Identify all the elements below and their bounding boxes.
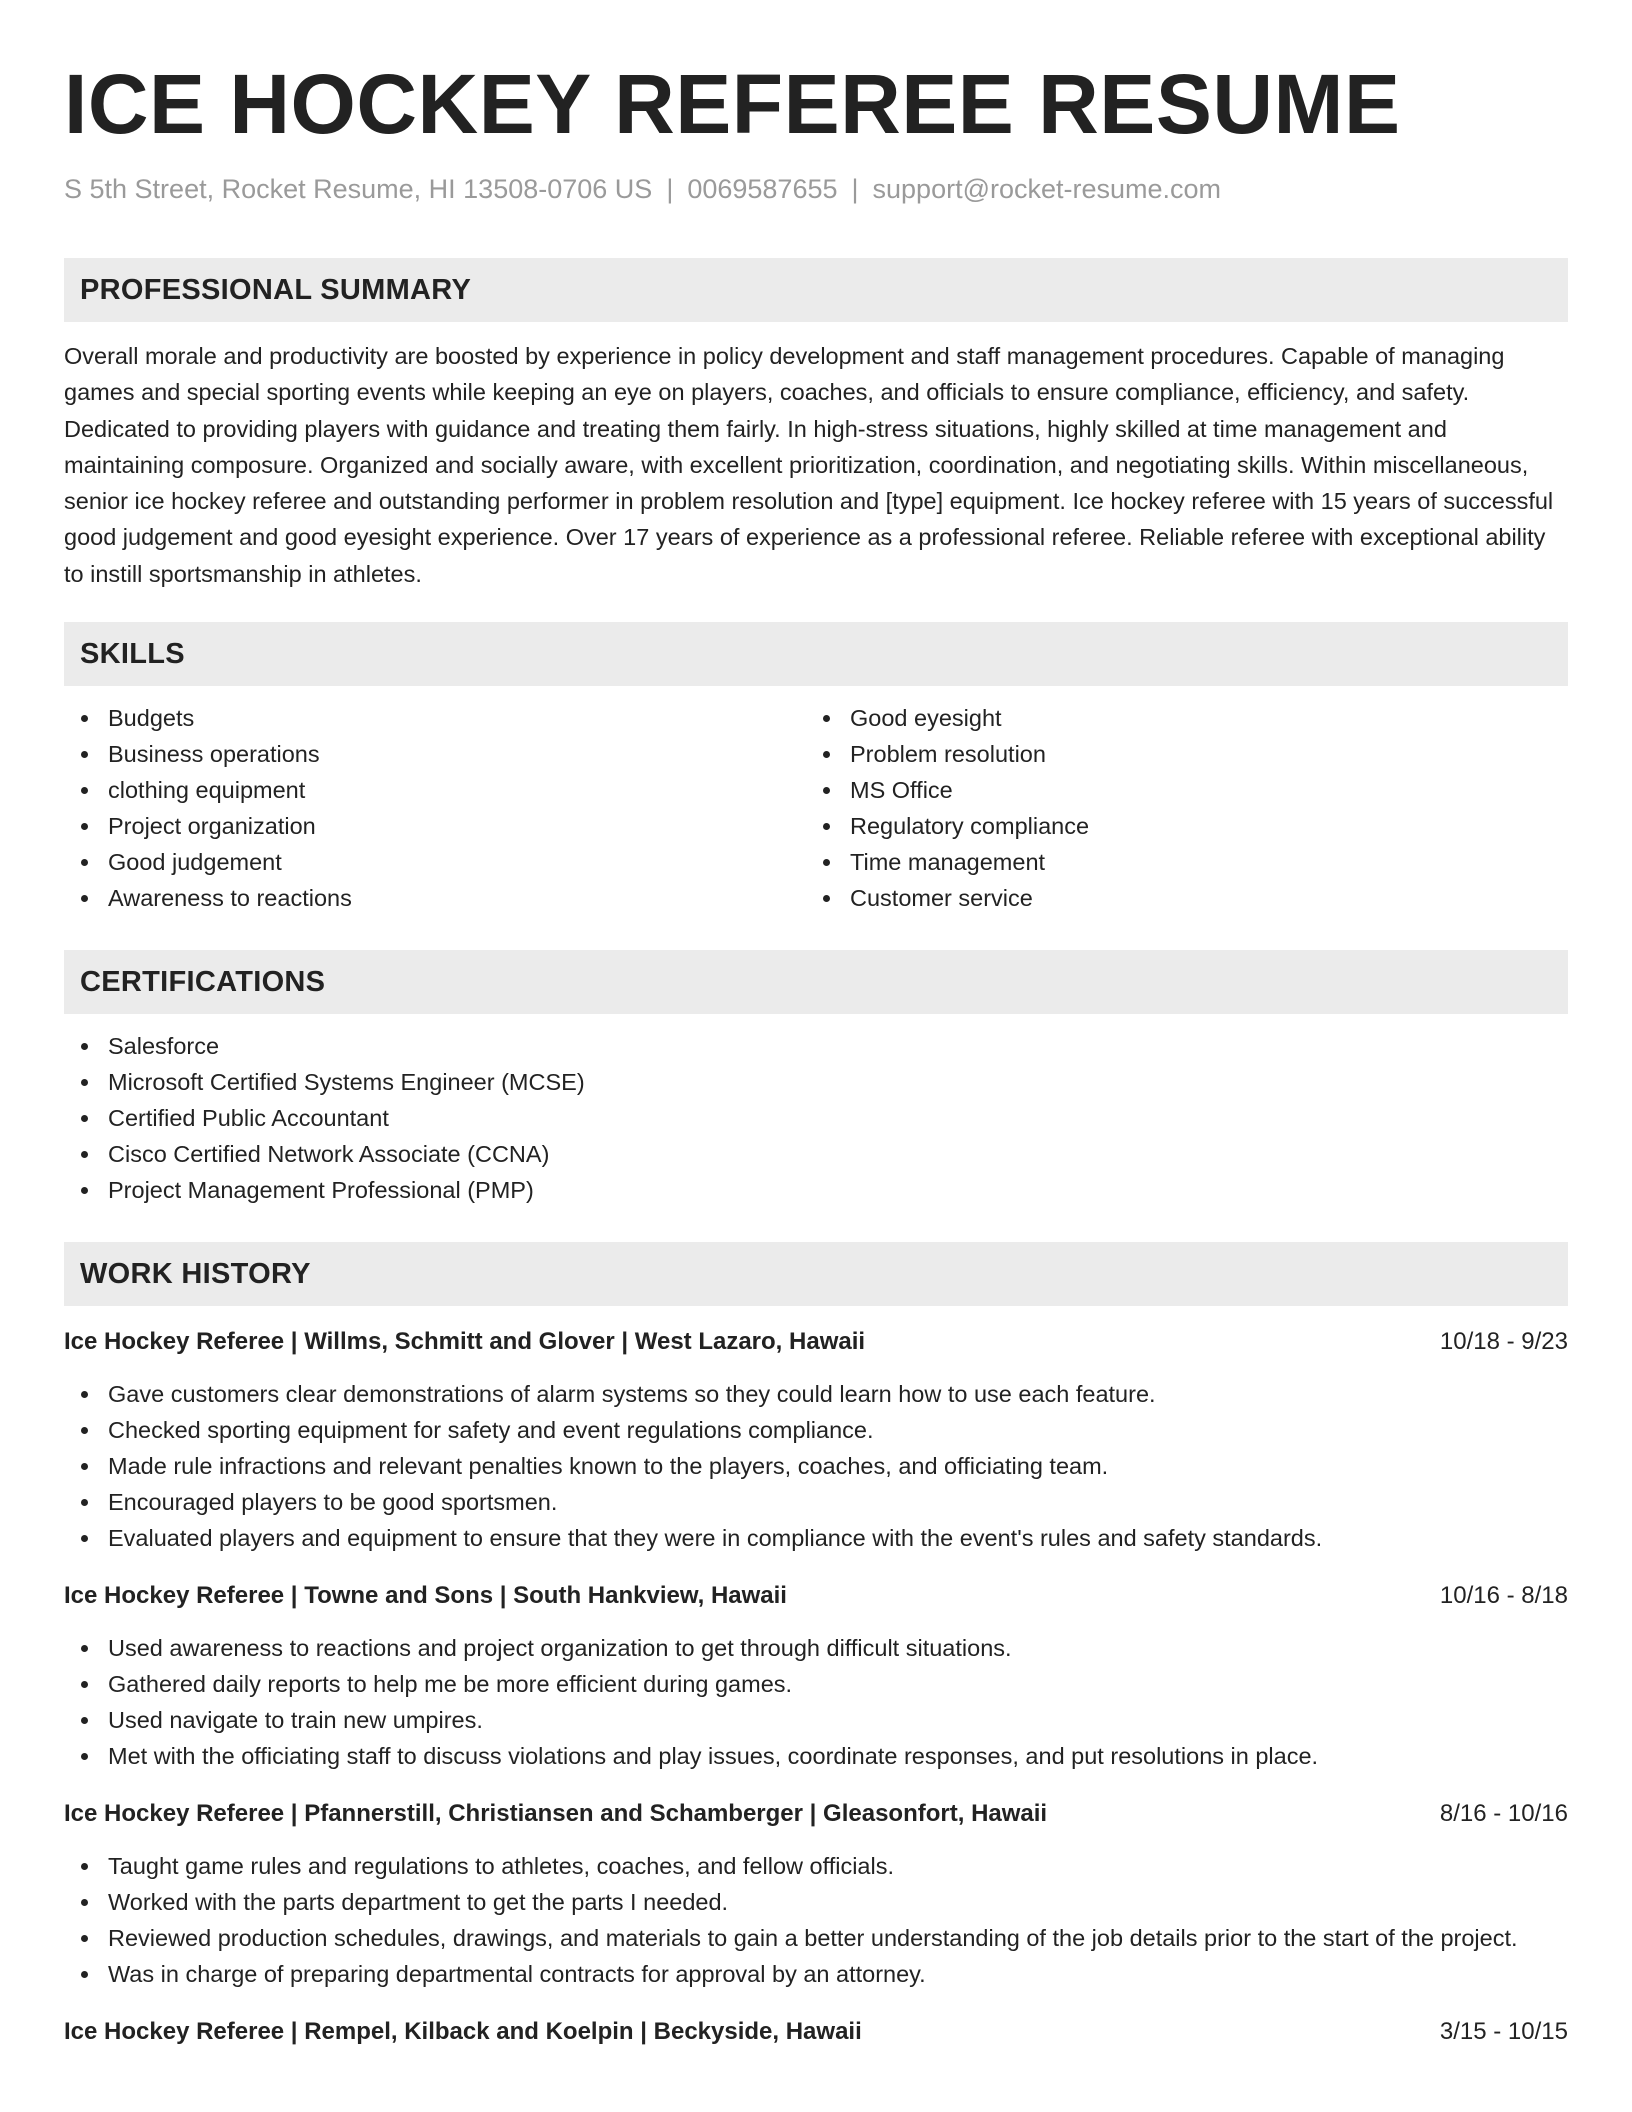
skill-item: Budgets	[64, 700, 806, 736]
skill-item: Regulatory compliance	[806, 808, 1548, 844]
job-bullet-list	[64, 1376, 1568, 1556]
certification-item: Microsoft Certified Systems Engineer (MCSE)	[64, 1064, 1568, 1100]
skill-item: Customer service	[806, 880, 1548, 916]
job-entry	[64, 1796, 1568, 1992]
skill-item: Business operations	[64, 736, 806, 772]
job-bullet: Checked sporting equipment for safety and event regulations compliance.	[64, 1412, 1568, 1448]
email-link[interactable]: support@rocket-resume.com	[872, 174, 1222, 204]
job-header	[64, 2014, 1568, 2050]
certification-item: Cisco Certified Network Associate (CCNA)	[64, 1136, 1568, 1172]
certifications-list	[64, 1028, 1568, 1208]
job-bullet: Taught game rules and regulations to athletes, coaches, and fellow officials.	[64, 1848, 1568, 1884]
job-bullet: Gathered daily reports to help me be more efficient during games.	[64, 1666, 1568, 1702]
contact-separator: |	[851, 174, 859, 204]
job-dates: 3/15 - 10/15	[1439, 2018, 1568, 2046]
job-title: Ice Hockey Referee | Pfannerstill, Christiansen and Schamberger | Gleasonfort, Hawaii	[64, 1800, 1048, 1828]
job-bullet: Encouraged players to be good sportsmen.	[64, 1484, 1568, 1520]
job-bullet: Gave customers clear demonstrations of alarm systems so they could learn how to use each feature.	[64, 1376, 1568, 1412]
job-bullet-list	[64, 1630, 1568, 1774]
job-bullet: Used awareness to reactions and project organization to get through difficult situations.	[64, 1630, 1568, 1666]
skill-item: Awareness to reactions	[64, 880, 806, 916]
skill-item: Project organization	[64, 808, 806, 844]
job-title: Ice Hockey Referee | Rempel, Kilback and Koelpin | Beckyside, Hawaii	[64, 2018, 862, 2046]
job-header	[64, 1324, 1568, 1360]
skill-item: Good judgement	[64, 844, 806, 880]
job-bullet: Made rule infractions and relevant penalties known to the players, coaches, and officiating team.	[64, 1448, 1568, 1484]
job-bullet: Worked with the parts department to get the parts I needed.	[64, 1884, 1568, 1920]
job-dates: 10/18 - 9/23	[1439, 1328, 1568, 1356]
skills-list-left	[64, 700, 806, 916]
skill-item: Time management	[806, 844, 1548, 880]
job-title: Ice Hockey Referee | Towne and Sons | South Hankview, Hawaii	[64, 1582, 787, 1610]
section-header-certifications: CERTIFICATIONS	[64, 950, 1568, 1014]
job-title: Ice Hockey Referee | Willms, Schmitt and Glover | West Lazaro, Hawaii	[64, 1328, 866, 1356]
contact-line	[64, 172, 1568, 206]
certification-item: Project Management Professional (PMP)	[64, 1172, 1568, 1208]
job-bullet: Used navigate to train new umpires.	[64, 1702, 1568, 1738]
section-header-skills: SKILLS	[64, 622, 1568, 686]
phone-text: 0069587655	[687, 174, 838, 204]
job-header	[64, 1796, 1568, 1832]
job-bullet: Evaluated players and equipment to ensure that they were in compliance with the event's rules and safety standards.	[64, 1520, 1568, 1556]
certification-item: Certified Public Accountant	[64, 1100, 1568, 1136]
job-entry	[64, 2014, 1568, 2050]
skill-item: Problem resolution	[806, 736, 1548, 772]
work-history-list	[64, 1324, 1568, 2050]
section-header-work-history: WORK HISTORY	[64, 1242, 1568, 1306]
job-bullet-list	[64, 1848, 1568, 1992]
job-dates: 8/16 - 10/16	[1439, 1800, 1568, 1828]
skills-column-left	[64, 700, 806, 916]
summary-paragraph: Overall morale and productivity are boosted by experience in policy development and staff management procedures. Capable of managing games and special sporting events while keeping an eye on players, coaches, and officials to ensure compliance, efficiency, and safety. Dedicated to providing players with guidance and treating them fairly. In high-stress situations, highly skilled at time management and maintaining composure. Organized and socially aware, with excellent prioritization, coordination, and negotiating skills. Within miscellaneous, senior ice hockey referee and outstanding performer in problem resolution and [type] equipment. Ice hockey referee with 15 years of successful good judgement and good eyesight experience. Over 17 years of experience as a professional referee. Reliable referee with exceptional ability to instill sportsmanship in athletes.	[64, 343, 1554, 587]
job-entry	[64, 1324, 1568, 1556]
address-text: S 5th Street, Rocket Resume, HI 13508-0706 US	[64, 174, 653, 204]
job-bullet: Was in charge of preparing departmental contracts for approval by an attorney.	[64, 1956, 1568, 1992]
resume-page	[64, 56, 1568, 2050]
job-bullet: Reviewed production schedules, drawings, and materials to gain a better understanding of the job details prior to the start of the project.	[64, 1920, 1568, 1956]
job-dates: 10/16 - 8/18	[1439, 1582, 1568, 1610]
certification-item: Salesforce	[64, 1028, 1568, 1064]
skills-column-right	[806, 700, 1548, 916]
section-header-summary: PROFESSIONAL SUMMARY	[64, 258, 1568, 322]
job-entry	[64, 1578, 1568, 1774]
skill-item: clothing equipment	[64, 772, 806, 808]
skills-grid	[64, 700, 1568, 916]
skill-item: Good eyesight	[806, 700, 1548, 736]
contact-separator: |	[666, 174, 674, 204]
job-bullet: Met with the officiating staff to discuss violations and play issues, coordinate responses, and put resolutions in place.	[64, 1738, 1568, 1774]
resume-title: ICE HOCKEY REFEREE RESUME	[64, 57, 1401, 151]
skills-list-right	[806, 700, 1548, 916]
skill-item: MS Office	[806, 772, 1548, 808]
job-header	[64, 1578, 1568, 1614]
